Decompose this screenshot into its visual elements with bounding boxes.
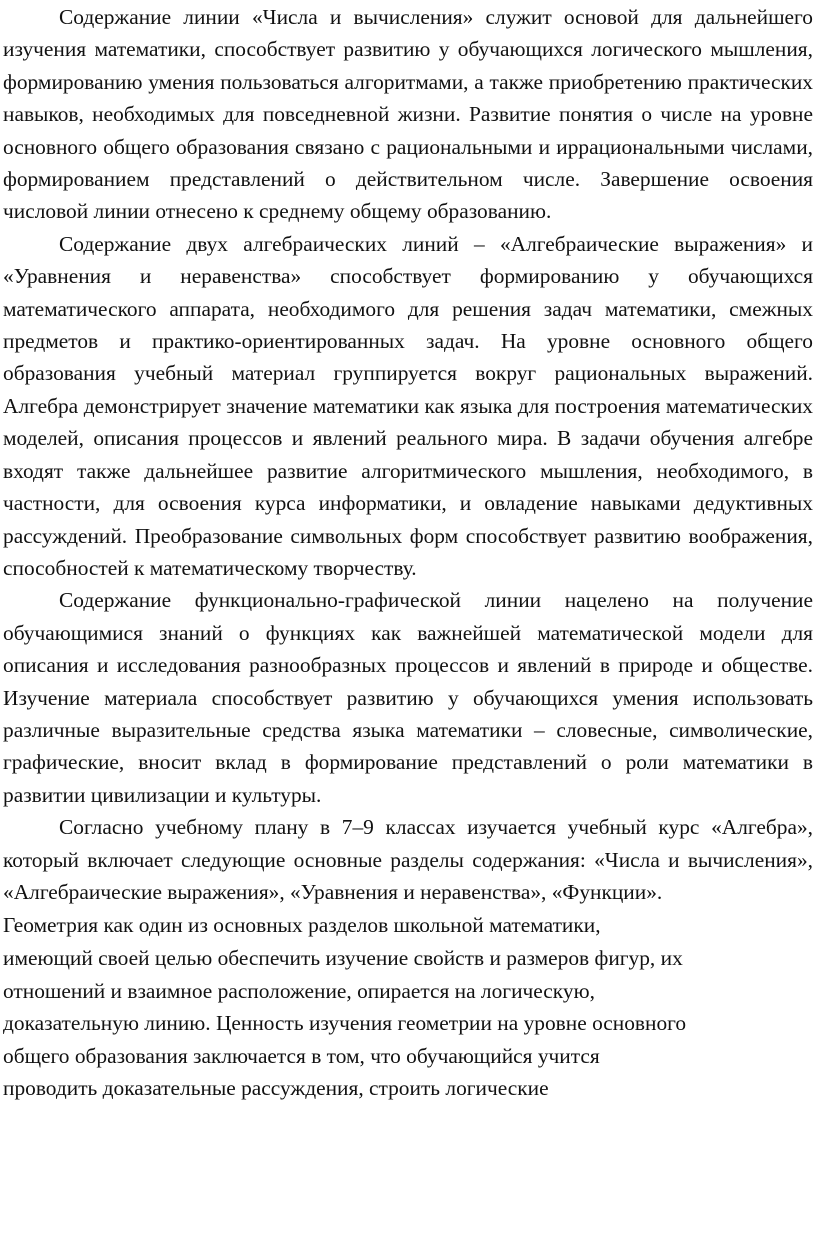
paragraph-curriculum: Согласно учебному плану в 7–9 классах изучается учебный курс «Алгебра», который включает следующие основные разделы содержания: «Числа и вычисления», «Алгебраические выражения», «Уравнения и неравенства», «Функции». — [3, 815, 813, 904]
paragraph-numbers-line: Содержание линии «Числа и вычисления» служит основой для дальнейшего изучения математики, способствует развитию у обучающихся логического мышления, формированию умения пользоваться алгоритмами, а также приобретению практических навыков, необходимых для повседневной жизни. Развитие понятия о числе на уровне основного общего образования связано с рациональными и иррациональными числами, формированием представлений о действительном числе. Завершение освоения числовой линии отнесено к среднему общему образованию. — [3, 5, 813, 224]
geometry-line: общего образования заключается в том, что обучающийся учится — [3, 1043, 600, 1068]
paragraph-functional-line: Содержание функционально-графической линии нацелено на получение обучающимися знаний о функциях как важнейшей математической модели для описания и исследования разнообразных процессов и явлений в природе и обществе. Изучение материала способствует развитию у обучающихся умения использовать различные выразительные средства языка математики – словесные, символические, графические, вносит вклад в формирование представлений о роли математики в развитии цивилизации и культуры. — [3, 588, 813, 807]
geometry-line: Геометрия как один из основных разделов школьной математики, — [3, 913, 601, 938]
geometry-line: доказательную линию. Ценность изучения геометрии на уровне основного — [3, 1011, 687, 1036]
document-page — [3, 0, 813, 1105]
paragraph-geometry — [3, 909, 813, 1105]
geometry-line: проводить доказательные рассуждения, строить логические — [3, 1076, 549, 1101]
geometry-line: отношений и взаимное расположение, опирается на логическую, — [3, 978, 595, 1003]
geometry-line: имеющий своей целью обеспечить изучение свойств и размеров фигур, их — [3, 945, 683, 970]
paragraph-algebra-lines: Содержание двух алгебраических линий – «Алгебраические выражения» и «Уравнения и неравенства» способствует формированию у обучающихся математического аппарата, необходимого для решения задач математики, смежных предметов и практико-ориентированных задач. На уровне основного общего образования учебный материал группируется вокруг рациональных выражений. Алгебра демонстрирует значение математики как языка для построения математических моделей, описания процессов и явлений реального мира. В задачи обучения алгебре входят также дальнейшее развитие алгоритмического мышления, необходимого, в частности, для освоения курса информатики, и овладение навыками дедуктивных рассуждений. Преобразование символьных форм способствует развитию воображения, способностей к математическому творчеству. — [3, 231, 813, 580]
